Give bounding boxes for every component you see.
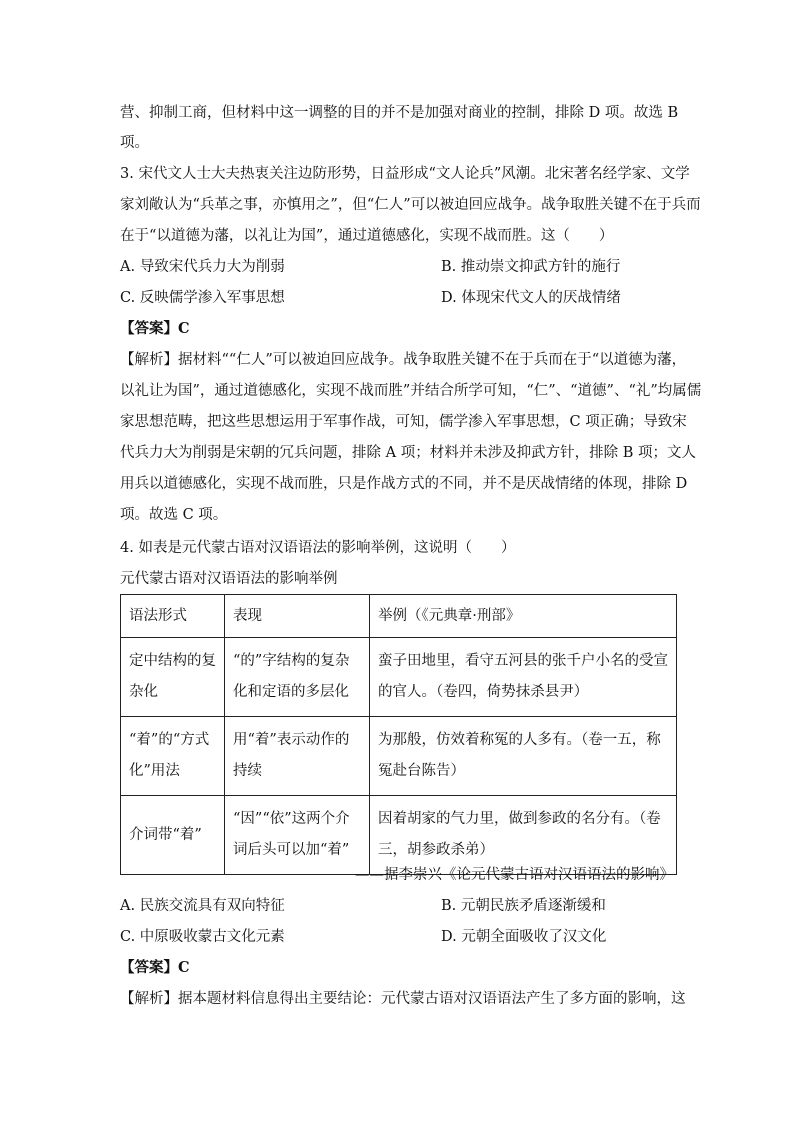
question-3-stem: 3. 宋代文人士大夫热衷关注边防形势，日益形成“文人论兵”风潮。北宋著名经学家、文学 bbox=[120, 166, 690, 182]
q4-option-d: D. 元朝全面吸收了汉文化 bbox=[441, 929, 607, 945]
text-line: 项。 bbox=[120, 135, 149, 151]
q3-option-b: B. 推动崇文抑武方针的施行 bbox=[441, 259, 621, 275]
table-cell: “因”“依”这两个介词后头可以加“着” bbox=[225, 796, 370, 875]
text-line: 营、抑制工商，但材料中这一调整的目的并不是加强对商业的控制，排除 D 项。故选 B bbox=[120, 105, 679, 121]
q4-analysis: 【解析】据本题材料信息得出主要结论：元代蒙古语对汉语语法产生了多方面的影响，这 bbox=[120, 991, 686, 1007]
table-cell: 蛮子田地里，看守五河县的张千户小名的受宣的官人。（卷四，倚势抹杀县尹） bbox=[370, 638, 677, 717]
table-cell: “着”的“方式化”用法 bbox=[121, 717, 225, 796]
table-row bbox=[121, 717, 677, 796]
table-row bbox=[121, 638, 677, 717]
table-cell: 因着胡家的气力里，做到参政的名分有。（卷三，胡参政杀弟） bbox=[370, 796, 677, 875]
table-header-cell: 举例（《元典章·刑部》 bbox=[370, 595, 677, 638]
q3-option-a: A. 导致宋代兵力大为削弱 bbox=[120, 259, 285, 275]
table-cell: 用“着”表示动作的持续 bbox=[225, 717, 370, 796]
q3-option-c: C. 反映儒学渗入军事思想 bbox=[120, 290, 285, 306]
table-title: 元代蒙古语对汉语语法的影响举例 bbox=[120, 571, 338, 587]
q4-option-b: B. 元朝民族矛盾逐渐缓和 bbox=[441, 898, 606, 914]
table-header-cell: 语法形式 bbox=[121, 595, 225, 638]
q3-option-d: D. 体现宋代文人的厌战情绪 bbox=[441, 290, 621, 306]
q4-answer: 【答案】C bbox=[120, 959, 190, 976]
q3-answer: 【答案】C bbox=[120, 320, 190, 337]
table-header-row bbox=[121, 595, 677, 638]
question-3-stem: 在于“以道德为藩，以礼让为国”，通过道德感化，实现不战而胜。这（ ） bbox=[120, 228, 614, 244]
q4-option-a: A. 民族交流具有双向特征 bbox=[120, 898, 285, 914]
table-cell: 定中结构的复杂化 bbox=[121, 638, 225, 717]
q3-analysis: 【解析】据材料““仁人”可以被迫回应战争。战争取胜关键不在于兵而在于“以道德为藩， bbox=[120, 352, 687, 368]
table-row bbox=[121, 796, 677, 875]
table-cell: 介词带“着” bbox=[121, 796, 225, 875]
grammar-table bbox=[120, 594, 677, 875]
table-cell: 为那般，仿效着称冤的人多有。（卷一五，称冤赴台陈告） bbox=[370, 717, 677, 796]
table-source: ——据李崇兴《论元代蒙古语对汉语语法的影响》 bbox=[355, 867, 674, 883]
table-cell: “的”字结构的复杂化和定语的多层化 bbox=[225, 638, 370, 717]
q3-analysis: 用兵以道德感化，实现不战而胜，只是作战方式的不同，并不是厌战情绪的体现，排除 D bbox=[120, 476, 688, 492]
q3-analysis: 家思想范畴，把这些思想运用于军事作战，可知，儒学渗入军事思想，C 项正确；导致宋 bbox=[120, 414, 687, 430]
q3-analysis: 项。故选 C 项。 bbox=[120, 507, 228, 523]
q3-analysis: 以礼让为国”，通过道德感化，实现不战而胜”并结合所学可知，“仁”、“道德”、“礼”均属儒 bbox=[120, 383, 702, 399]
question-4-stem: 4. 如表是元代蒙古语对汉语语法的影响举例，这说明（ ） bbox=[120, 540, 516, 556]
q4-option-c: C. 中原吸收蒙古文化元素 bbox=[120, 929, 285, 945]
table-header-cell: 表现 bbox=[225, 595, 370, 638]
q3-analysis: 代兵力大为削弱是宋朝的冗兵问题，排除 A 项；材料并未涉及抑武方针，排除 B 项；文人 bbox=[120, 445, 697, 461]
question-3-stem: 家刘敞认为“兵革之事，亦慎用之”，但“仁人”可以被迫回应战争。战争取胜关键不在于兵而 bbox=[120, 197, 701, 213]
